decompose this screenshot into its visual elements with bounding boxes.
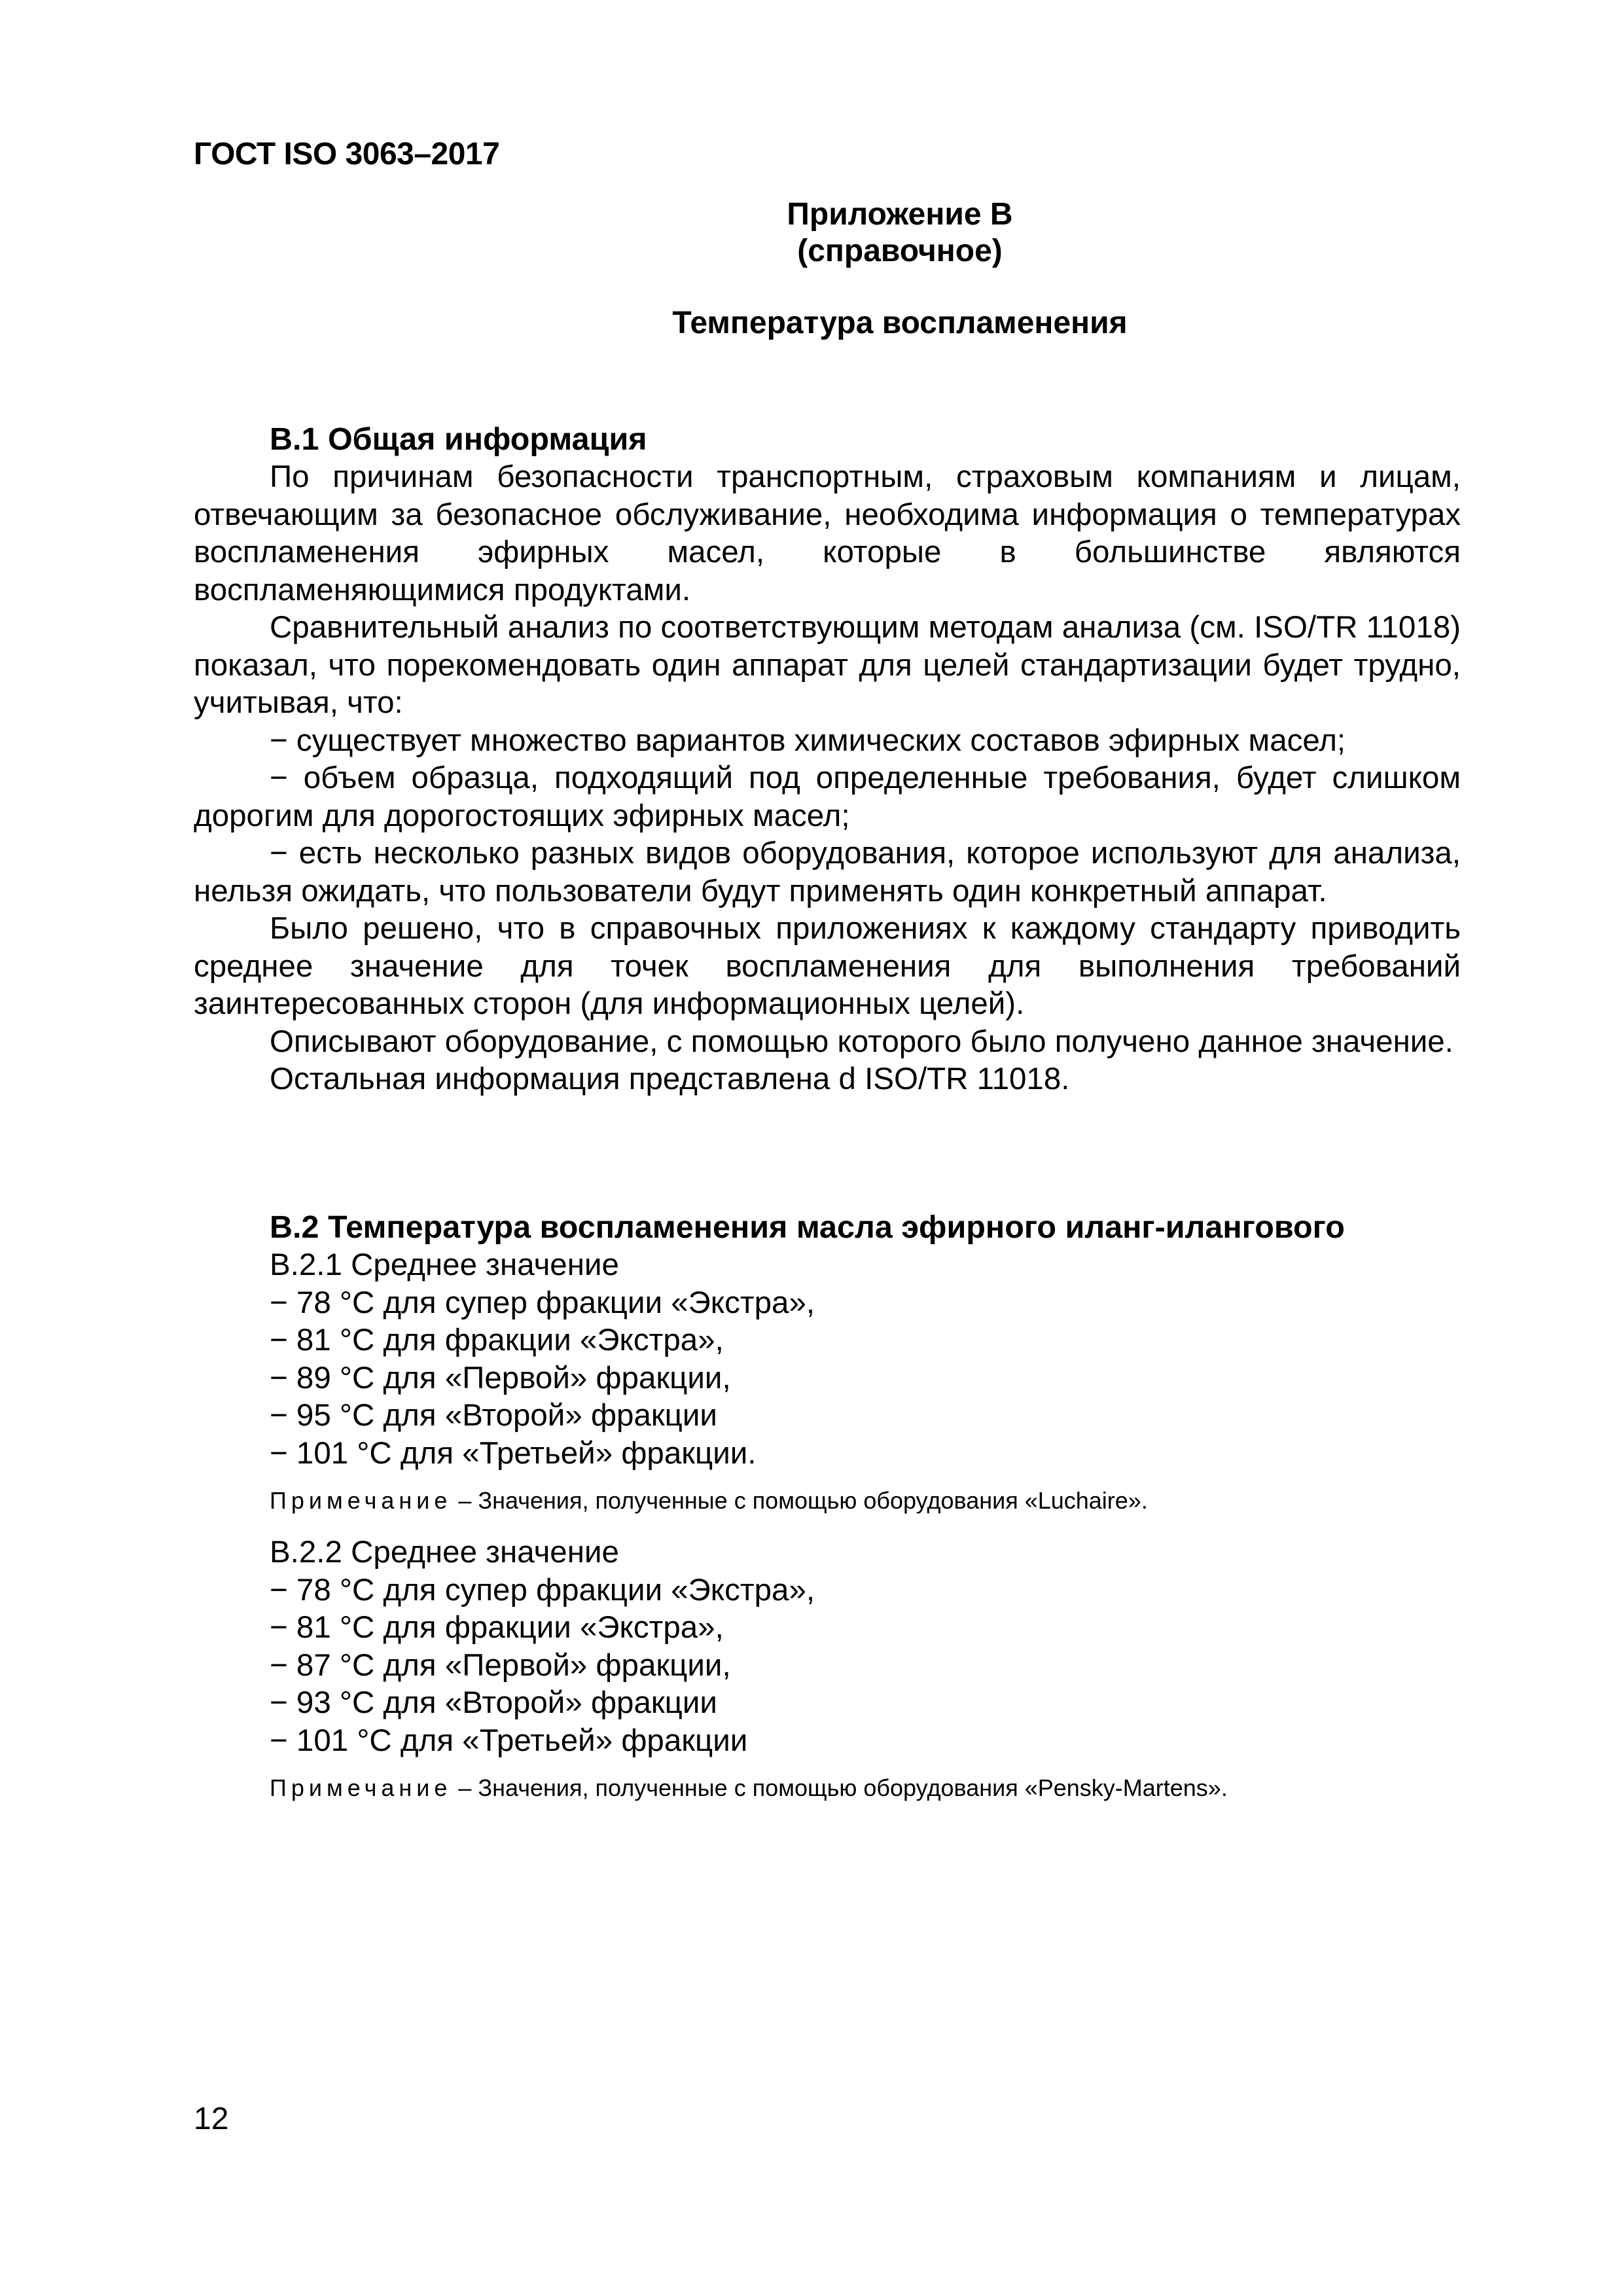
list-item: − 87 °С для «Первой» фракции, <box>270 1647 731 1683</box>
list-item: − 93 °С для «Второй» фракции <box>270 1685 717 1720</box>
list-item: − существует множество вариантов химических составов эфирных масел; <box>270 723 1346 758</box>
annex-title: Приложение В <box>787 197 1013 232</box>
note-label: Примечание <box>270 1487 452 1514</box>
note-text: – Значения, полученные с помощью оборудования «Luchaire». <box>452 1487 1148 1514</box>
annex-subject: Температура воспламенения <box>672 306 1128 340</box>
list-item: − 81 °С для фракции «Экстра», <box>270 1323 724 1357</box>
list-item: − 78 °С для супер фракции «Экстра», <box>270 1572 815 1607</box>
list-item: − 81 °С для фракции «Экстра», <box>270 1610 724 1645</box>
section-b1 <box>194 420 1461 1098</box>
section-b2-heading: В.2 Температура воспламенения масла эфирного иланг-илангового <box>270 1210 1345 1245</box>
list-item: − 95 °С для «Второй» фракции <box>270 1398 717 1433</box>
standard-header: ГОСТ ISO 3063–2017 <box>194 137 500 171</box>
subsection-title: В.2.1 Среднее значение <box>270 1247 619 1282</box>
paragraph: Было решено, что в справочных приложениях к каждому стандарту приводить среднее значение для точек воспламенения для выполнения требований заинтересованных сторон (для информационных целей). <box>194 911 1461 1021</box>
subsection-b22 <box>194 1534 1461 1759</box>
note-text: – Значения, полученные с помощью оборудования «Pensky-Martens». <box>452 1774 1228 1801</box>
paragraph: Описывают оборудование, с помощью которого было получено данное значение. <box>270 1024 1454 1059</box>
note-luchaire <box>194 1486 1461 1515</box>
list-item: − 101 °С для «Третьей» фракции. <box>270 1435 757 1471</box>
note-pensky-martens <box>194 1774 1461 1803</box>
list-item: − 78 °С для супер фракции «Экстра», <box>270 1285 815 1320</box>
paragraph: По причинам безопасности транспортным, страховым компаниям и лицам, отвечающим за безопасное обслуживание, необходима информация о температурах воспламенения эфирных масел, которые в большинстве являются воспламеняющимися продуктами. <box>194 459 1461 607</box>
section-b1-heading: В.1 Общая информация <box>270 422 647 457</box>
list-item: − 101 °С для «Третьей» фракции <box>270 1723 748 1758</box>
paragraph: Остальная информация представлена d ISO/TR 11018. <box>270 1062 1070 1096</box>
subsection-b21 <box>194 1246 1461 1472</box>
list-item: − объем образца, подходящий под определенные требования, будет слишком дорогим для дорогостоящих эфирных масел; <box>194 761 1461 833</box>
note-label: Примечание <box>270 1774 452 1801</box>
subsection-title: В.2.2 Среднее значение <box>270 1535 619 1570</box>
section-b2 <box>194 1208 1461 1803</box>
page-number: 12 <box>194 2102 229 2136</box>
annex-type: (справочное) <box>797 234 1003 268</box>
list-item: − есть несколько разных видов оборудования, которое используют для анализа, нельзя ожидать, что пользователи будут применять один конкретный аппарат. <box>194 836 1461 908</box>
list-item: − 89 °С для «Первой» фракции, <box>270 1360 731 1395</box>
paragraph: Сравнительный анализ по соответствующим методам анализа (см. ISO/TR 11018) показал, что порекомендовать один аппарат для целей стандартизации будет трудно, учитывая, что: <box>194 610 1461 720</box>
